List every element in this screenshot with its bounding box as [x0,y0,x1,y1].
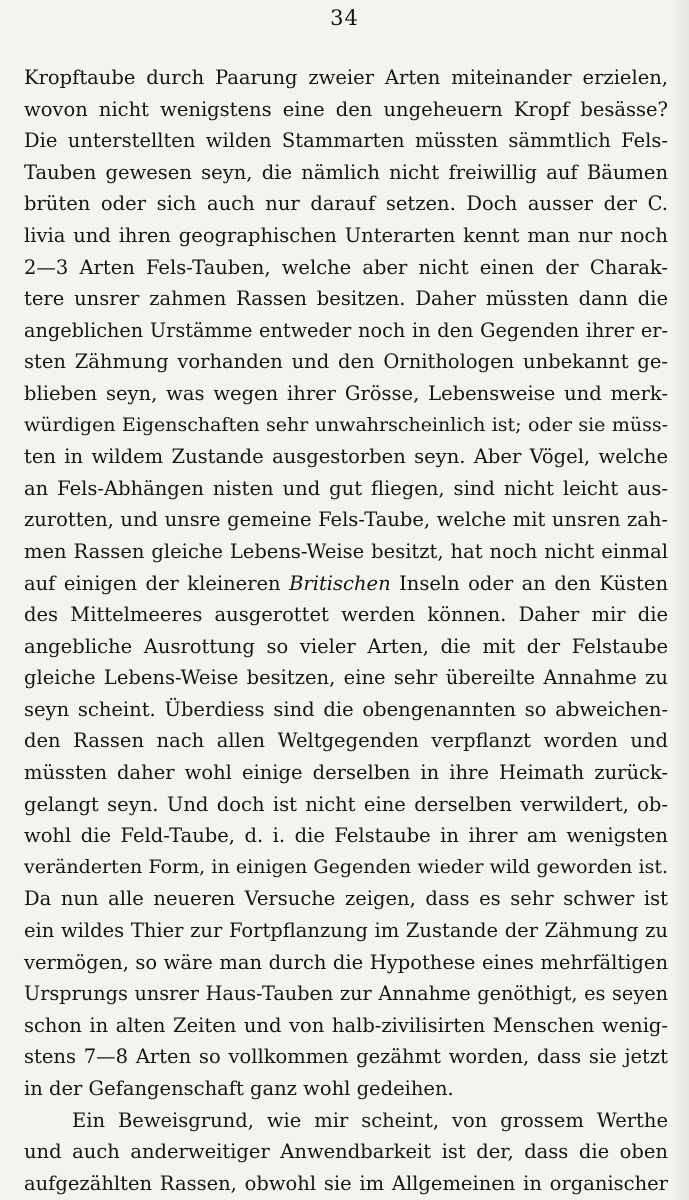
text-line: veränderten Form, in einigen Gegenden wieder wild geworden ist. [24,855,668,878]
text-line: an Fels-Abhängen nisten und gut fliegen, sind nicht leicht aus- [24,476,668,500]
text-line: wohl die Feld-Taube, d. i. die Felstaube in ihrer am wenigsten [24,824,668,848]
text-line: angebliche Ausrottung so vieler Arten, die mit der Felstaube [24,634,668,658]
page-edge-shadow [671,0,689,1200]
page-number: 34 [330,6,359,30]
text-line: Da nun alle neueren Versuche zeigen, dass es sehr schwer ist [24,887,668,911]
text-line: angeblichen Urstämme entweder noch in den Gegenden ihrer er- [24,318,668,342]
text-line: den Rassen nach allen Weltgegenden verpflanzt worden und [24,729,668,753]
body-text [24,62,668,1199]
text-line: livia und ihren geographischen Unterarten kennt man nur noch [24,223,668,247]
text-line: wovon nicht wenigstens eine den ungeheuern Kropf besässe? [24,97,668,121]
text-line: stens 7—8 Arten so vollkommen gezähmt worden, dass sie jetzt [24,1045,668,1069]
text-line: Die unterstellten wilden Stammarten müssten sämmtlich Fels- [24,129,668,153]
text-line: seyn scheint. Überdiess sind die obengenannten so abweichen- [24,697,668,721]
text-line: und auch anderweitiger Anwendbarkeit ist der, dass die oben [24,1140,668,1164]
text-line: vermögen, so wäre man durch die Hypothese eines mehrfältigen [24,950,668,974]
text-line: Kropftaube durch Paarung zweier Arten miteinander erzielen, [24,66,668,89]
line-text-before: auf einigen der kleineren [24,571,290,595]
text-line-italic-term [24,568,668,600]
text-line: men Rassen gleiche Lebens-Weise besitzt, hat noch nicht einmal [24,539,668,563]
italic-term: Britischen [289,571,391,595]
text-line: Ursprungs unsrer Haus-Tauben zur Annahme genöthigt, es seyen [24,982,668,1006]
text-line: aufgezählten Rassen, obwohl sie im Allgemeinen in organischer [24,1171,668,1195]
text-line: zurotten, und unsre gemeine Fels-Taube, welche mit unsren zah- [24,508,668,532]
text-line: Tauben gewesen seyn, die nämlich nicht freiwillig auf Bäumen [24,160,668,184]
paragraph-start-line: Ein Beweisgrund, wie mir scheint, von grossem Werthe [72,1108,668,1132]
text-line: müssten daher wohl einige derselben in ihre Heimath zurück- [24,761,668,785]
text-line: würdigen Eigenschaften sehr unwahrscheinlich ist; oder sie müss- [24,413,668,436]
text-line: des Mittelmeeres ausgerottet werden können. Daher mir die [24,603,668,627]
text-line: blieben seyn, was wegen ihrer Grösse, Lebensweise und merk- [24,381,668,405]
text-line: schon in alten Zeiten und von halb-zivilisirten Menschen wenig- [24,1013,668,1037]
text-line: sten Zähmung vorhanden und den Ornithologen unbekannt ge- [24,350,668,374]
text-line: 2—3 Arten Fels-Tauben, welche aber nicht einen der Charak- [24,255,668,279]
text-line: ten in wildem Zustande ausgestorben seyn. Aber Vögel, welche [24,445,668,469]
text-line: brüten oder sich auch nur darauf setzen. Doch ausser der C. [24,192,668,216]
line-text-after: Inseln oder an den Küsten [390,571,668,595]
text-line: gleiche Lebens-Weise besitzen, eine sehr übereilte Annahme zu [24,666,668,690]
text-line: gelangt seyn. Und doch ist nicht eine derselben verwildert, ob- [24,792,668,816]
text-line: ein wildes Thier zur Fortpflanzung im Zustande der Zähmung zu [24,919,668,943]
text-line: tere unsrer zahmen Rassen besitzen. Daher müssten dann die [24,287,668,311]
paragraph-end-line: in der Gefangenschaft ganz wohl gedeihen. [24,1077,454,1100]
